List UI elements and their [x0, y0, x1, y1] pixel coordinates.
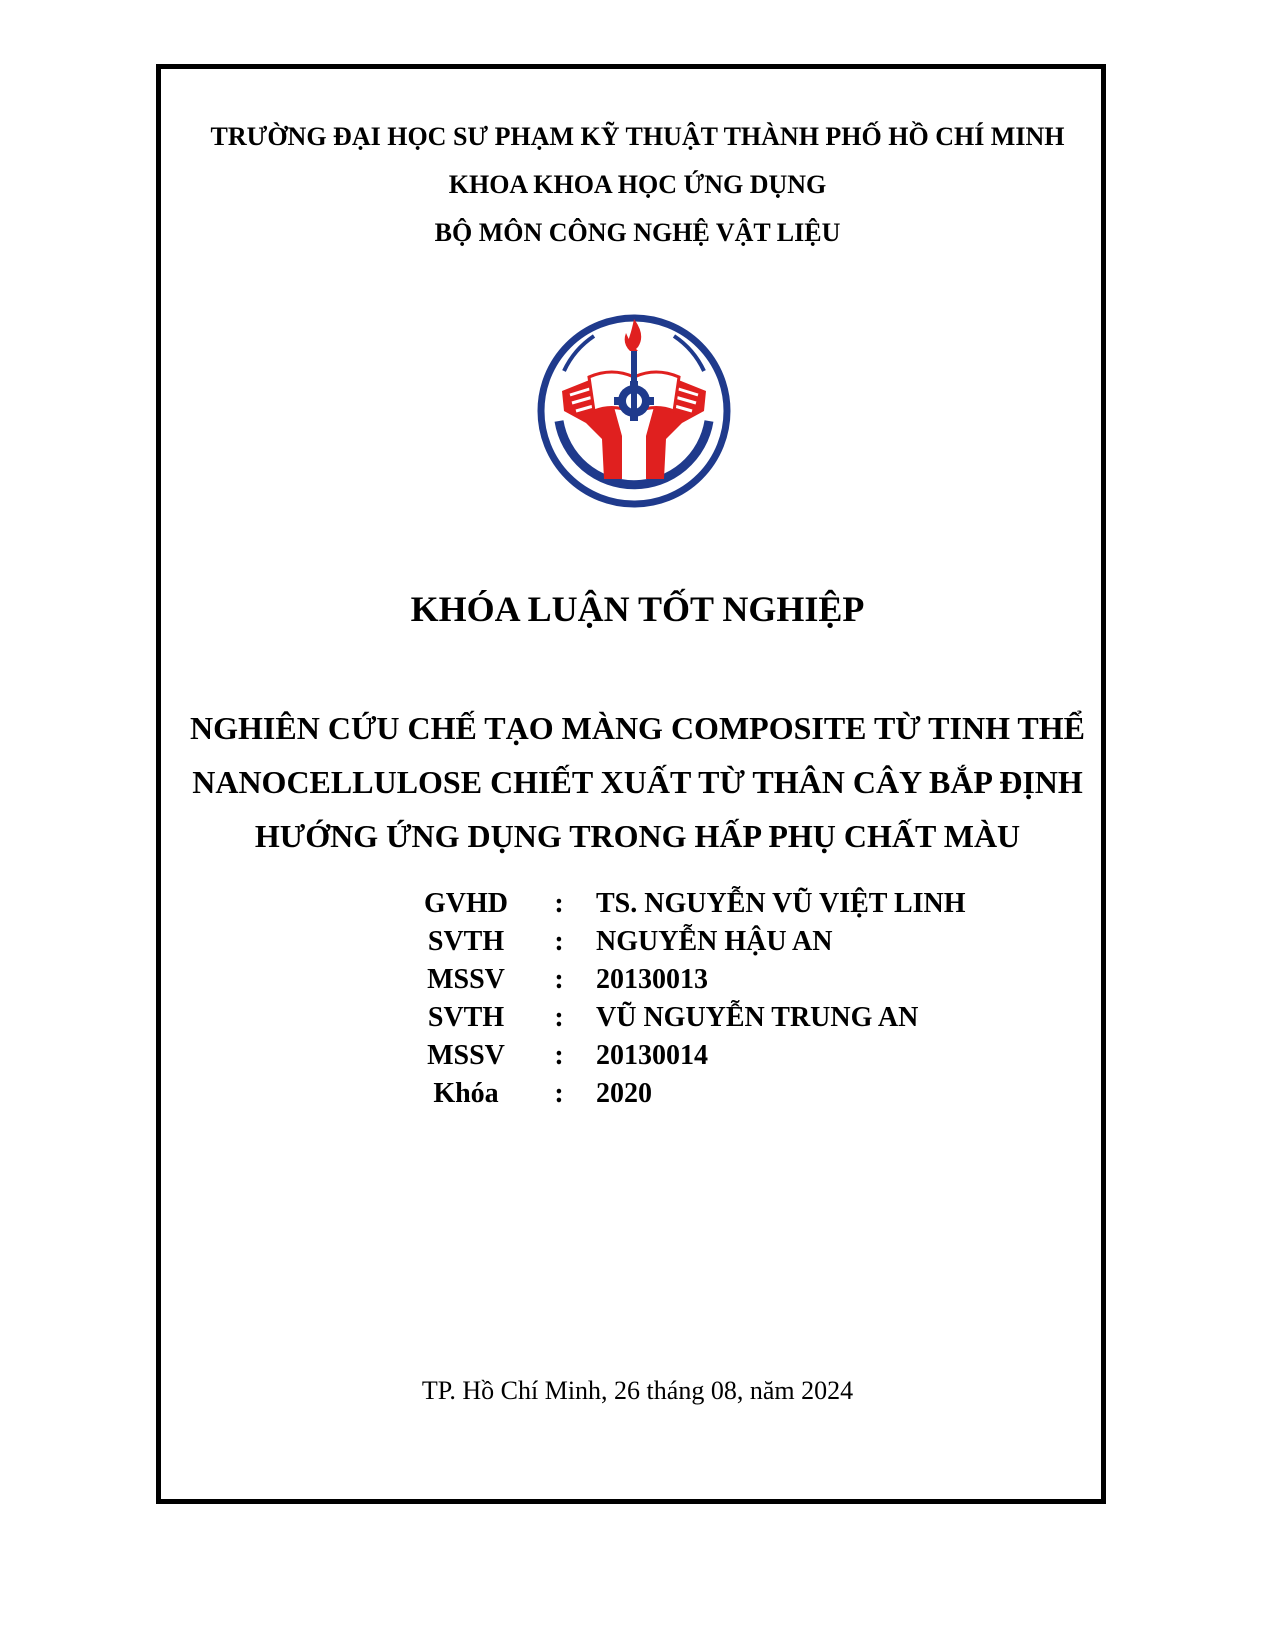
thesis-title-line: NGHIÊN CỨU CHẾ TẠO MÀNG COMPOSITE TỪ TINH THỂ [190, 710, 1085, 746]
info-row-advisor [0, 888, 1275, 926]
place-and-date: TP. Hồ Chí Minh, 26 tháng 08, năm 2024 [421, 1376, 854, 1405]
info-row-student-id-2 [0, 1040, 1275, 1078]
info-label: MSSV [427, 964, 505, 995]
info-value: 20130013 [596, 964, 708, 995]
info-label: MSSV [427, 1040, 505, 1071]
thesis-title-line: NANOCELLULOSE CHIẾT XUẤT TỪ THÂN CÂY BẮP ĐỊNH [192, 764, 1083, 800]
info-row-cohort [0, 1078, 1275, 1116]
info-label: GVHD [424, 888, 508, 919]
thesis-type-heading: KHÓA LUẬN TỐT NGHIỆP [410, 589, 865, 629]
info-value: TS. NGUYỄN VŨ VIỆT LINH [596, 888, 966, 919]
thesis-title-line: HƯỚNG ỨNG DỤNG TRONG HẤP PHỤ CHẤT MÀU [254, 818, 1021, 854]
info-colon: : [554, 888, 564, 919]
info-label: SVTH [427, 926, 505, 957]
info-colon: : [554, 1002, 564, 1033]
faculty-name: KHOA KHOA HỌC ỨNG DỤNG [448, 170, 827, 199]
info-colon: : [554, 964, 564, 995]
department-name: BỘ MÔN CÔNG NGHỆ VẬT LIỆU [434, 218, 841, 247]
info-colon: : [554, 1040, 564, 1071]
info-label: SVTH [427, 1002, 505, 1033]
info-value: NGUYỄN HẬU AN [596, 926, 833, 957]
info-colon: : [554, 1078, 564, 1109]
info-value: 20130014 [596, 1040, 708, 1071]
university-name: TRƯỜNG ĐẠI HỌC SƯ PHẠM KỸ THUẬT THÀNH PHỐ HỒ CHÍ MINH [210, 122, 1065, 151]
university-emblem-icon [534, 311, 734, 511]
info-row-student-id-1 [0, 964, 1275, 1002]
info-colon: : [554, 926, 564, 957]
info-value: VŨ NGUYỄN TRUNG AN [596, 1002, 919, 1033]
info-row-student-2 [0, 1002, 1275, 1040]
info-label: Khóa [433, 1078, 499, 1109]
info-row-student-1 [0, 926, 1275, 964]
info-value: 2020 [596, 1078, 652, 1109]
